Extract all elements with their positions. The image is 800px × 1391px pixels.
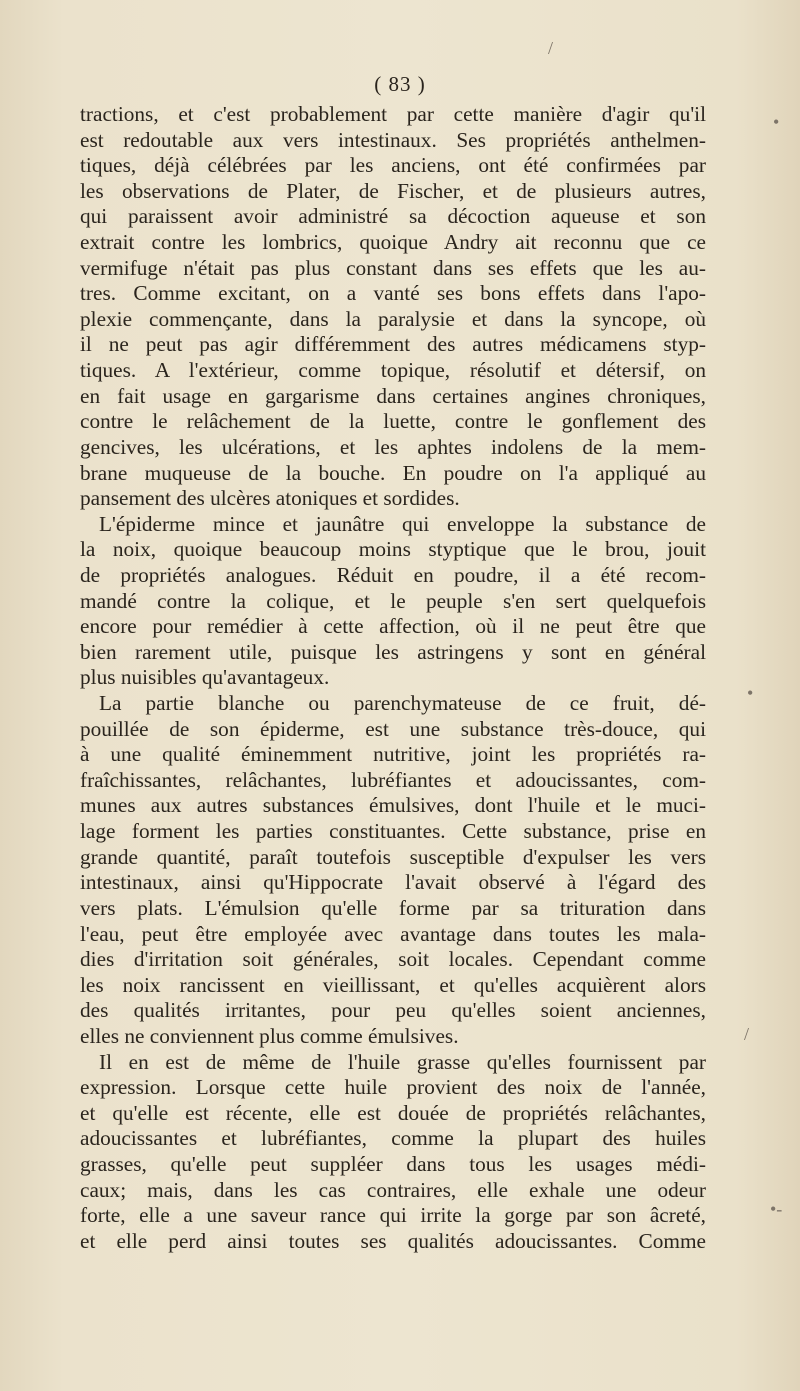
margin-mark: •- [770,1199,783,1219]
text-line: tres. Comme excitant, on a vanté ses bons effets dans l'apo- [80,281,706,306]
text-line: forte, elle a une saveur rance qui irrite la gorge par son âcreté, [80,1203,706,1228]
text-line: et qu'elle est récente, elle est douée de propriétés relâchantes, [80,1100,706,1125]
text-line: est redoutable aux vers intestinaux. Ses propriétés anthelmen- [80,127,706,152]
page-number: ( 83 ) [374,72,426,96]
text-line: tiques, déjà célébrées par les anciens, ont été confirmées par [80,153,706,178]
margin-mark: • [773,112,780,132]
margin-mark: / [744,1024,750,1044]
text-line: les observations de Plater, de Fischer, et de plusieurs autres, [80,178,706,203]
text-line: mandé contre la colique, et le peuple s'en sert quelquefois [80,588,706,613]
text-line: et elle perd ainsi toutes ses qualités adoucissantes. Comme [80,1228,706,1253]
text-line: tractions, et c'est probablement par cette manière d'agir qu'il [80,102,706,126]
text-line: des qualités irritantes, pour peu qu'elles soient anciennes, [80,998,706,1023]
text-line: tiques. A l'extérieur, comme topique, résolutif et détersif, on [80,358,706,383]
text-line: bien rarement utile, puisque les astringens y sont en général [80,639,706,664]
text-line: La partie blanche ou parenchymateuse de ce fruit, dé- [99,691,706,716]
text-line: brane muqueuse de la bouche. En poudre on l'a appliqué au [80,460,706,485]
text-line: caux; mais, dans les cas contraires, elle exhale une odeur [80,1177,706,1202]
text-line: dies d'irritation soit générales, soit locales. Cependant comme [80,947,706,972]
text-line: fraîchissantes, relâchantes, lubréfiantes et adoucissantes, com- [80,767,706,792]
text-line: Il en est de même de l'huile grasse qu'elles fournissent par [99,1049,706,1074]
text-line: grasses, qu'elle peut suppléer dans tous les usages médi- [80,1151,706,1176]
text-line: de propriétés analogues. Réduit en poudre, il a été recom- [80,562,706,587]
text-line: grande quantité, paraît toutefois susceptible d'expulser les vers [80,844,706,869]
text-line: contre le relâchement de la luette, contre le gonflement des [80,409,706,434]
text-line: munes aux autres substances émulsives, dont l'huile et le muci- [80,793,706,818]
text-line: pansement des ulcères atoniques et sordides. [80,486,460,511]
text-line: adoucissantes et lubréfiantes, comme la plupart des huiles [80,1126,706,1151]
text-line: expression. Lorsque cette huile provient des noix de l'année, [80,1075,706,1100]
text-line: vers plats. L'émulsion qu'elle forme par sa trituration dans [80,895,706,920]
text-line: elles ne conviennent plus comme émulsives. [80,1023,459,1048]
text-line: plus nuisibles qu'avantageux. [80,665,330,690]
text-line: qui paraissent avoir administré sa décoction aqueuse et son [80,204,706,229]
text-line: gencives, les ulcérations, et les aphtes indolens de la mem- [80,434,706,459]
text-line: L'épiderme mince et jaunâtre qui enveloppe la substance de [99,511,706,536]
text-line: lage forment les parties constituantes. Cette substance, prise en [80,819,706,844]
text-line: la noix, quoique beaucoup moins styptique que le brou, jouit [80,537,706,562]
body-text [80,102,706,1254]
text-line: vermifuge n'était pas plus constant dans ses effets que les au- [80,255,706,280]
text-line: intestinaux, ainsi qu'Hippocrate l'avait observé à l'égard des [80,870,706,895]
text-line: pouillée de son épiderme, est une substance très-douce, qui [80,716,706,741]
text-line: à une qualité éminemment nutritive, joint les propriétés ra- [80,742,706,767]
margin-mark: / [548,38,554,58]
text-line: l'eau, peut être employée avec avantage dans toutes les mala- [80,921,706,946]
text-line: il ne peut pas agir différemment des autres médicamens styp- [80,332,706,357]
margin-mark: • [747,683,754,703]
text-line: extrait contre les lombrics, quoique Andry ait reconnu que ce [80,230,706,255]
text-line: encore pour remédier à cette affection, où il ne peut être que [80,614,706,639]
text-line: plexie commençante, dans la paralysie et dans la syncope, où [80,306,706,331]
text-line: les noix rancissent en vieillissant, et qu'elles acquièrent alors [80,972,706,997]
text-line: en fait usage en gargarisme dans certaines angines chroniques, [80,383,706,408]
